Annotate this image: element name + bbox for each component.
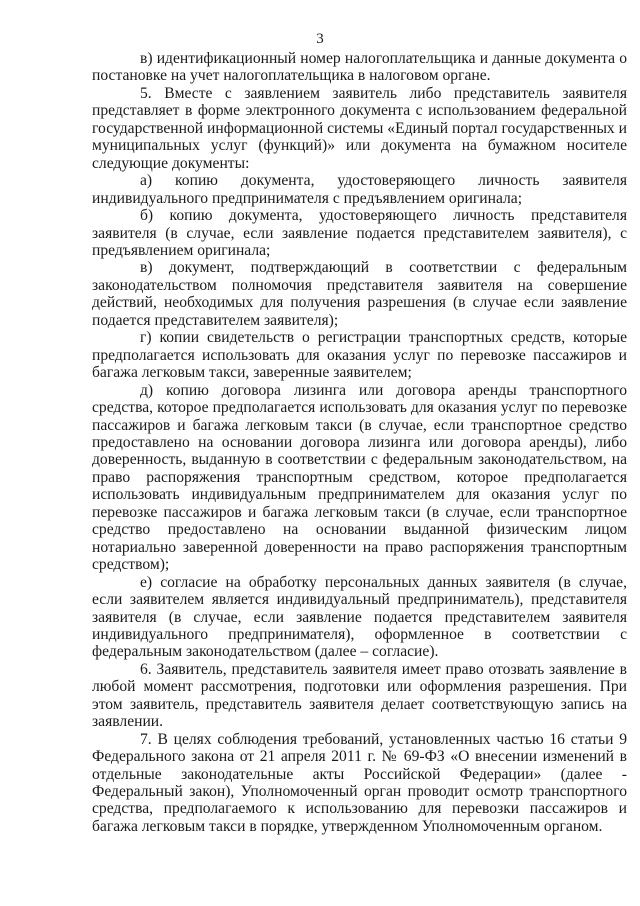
paragraph-item-g: г) копии свидетельств о регистрации транспортных средств, которые предполагается использовать для оказания услуг по перевозке пассажиров и багажа легковым такси, заверенные заявителем; [92, 329, 627, 382]
paragraph-7: 7. В целях соблюдения требований, установленных частью 16 статьи 9 Федерального закона от 21 апреля 2011 г. № 69-ФЗ «О внесении изменений в отдельные законодательные акты Российской Федерации» (далее - Федеральный закон), Уполномоченный орган проводит осмотр транспортного средства, предполагаемого к использованию для перевозки пассажиров и багажа легковым такси в порядке, утвержденном Уполномоченным органом. [92, 730, 627, 835]
paragraph-5: 5. Вместе с заявлением заявитель либо представитель заявителя представляет в форме электронного документа с использованием федеральной государственной информационной системы «Единый портал государственных и муниципальных услуг (функций)» или документа на бумажном носителе следующие документы: [92, 84, 627, 172]
paragraph-item-d: д) копию договора лизинга или договора аренды транспортного средства, которое предполагается использовать для оказания услуг по перевозке пассажиров и багажа легковым такси (в случае, если транспортное средство предоставлено на основании договора лизинга или договора аренды), либо доверенность, выданную в соответствии с федеральным законодательством, на право распоряжения транспортным средством, которое предполагается использовать индивидуальным предпринимателем для оказания услуг по перевозке пассажиров и багажа легковым такси (в случае, если транспортное средство предоставлено на основании выданной физическим лицом нотариально заверенной доверенности на право распоряжения транспортным средством); [92, 381, 627, 574]
paragraph-6: 6. Заявитель, представитель заявителя имеет право отозвать заявление в любой момент рассмотрения, подготовки или оформления разрешения. При этом заявитель, представитель заявителя делает соответствующую запись на заявлении. [92, 660, 627, 731]
document-body [92, 50, 627, 835]
paragraph-item-a: а) копию документа, удостоверяющего личность заявителя индивидуального предпринимателя с предъявлением оригинала; [92, 172, 627, 207]
page-number: 3 [316, 31, 324, 47]
paragraph-item-v: в) идентификационный номер налогоплательщика и данные документа о постановке на учет налогоплательщика в налоговом органе. [92, 50, 627, 85]
paragraph-item-v2: в) документ, подтверждающий в соответствии с федеральным законодательством полномочия представителя заявителя на совершение действий, необходимых для получения разрешения (в случае если заявление подается представителем заявителя); [92, 259, 627, 329]
paragraph-item-b: б) копию документа, удостоверяющего личность представителя заявителя (в случае, если заявление подается представителем заявителя), с предъявлением оригинала; [92, 207, 627, 259]
paragraph-item-e: е) согласие на обработку персональных данных заявителя (в случае, если заявителем является индивидуальный предприниматель), представителя заявителя (в случае, если заявление подается представителем заявителя индивидуального предпринимателя), оформленное в соответствии с федеральным законодательством (далее – согласие). [92, 573, 627, 661]
